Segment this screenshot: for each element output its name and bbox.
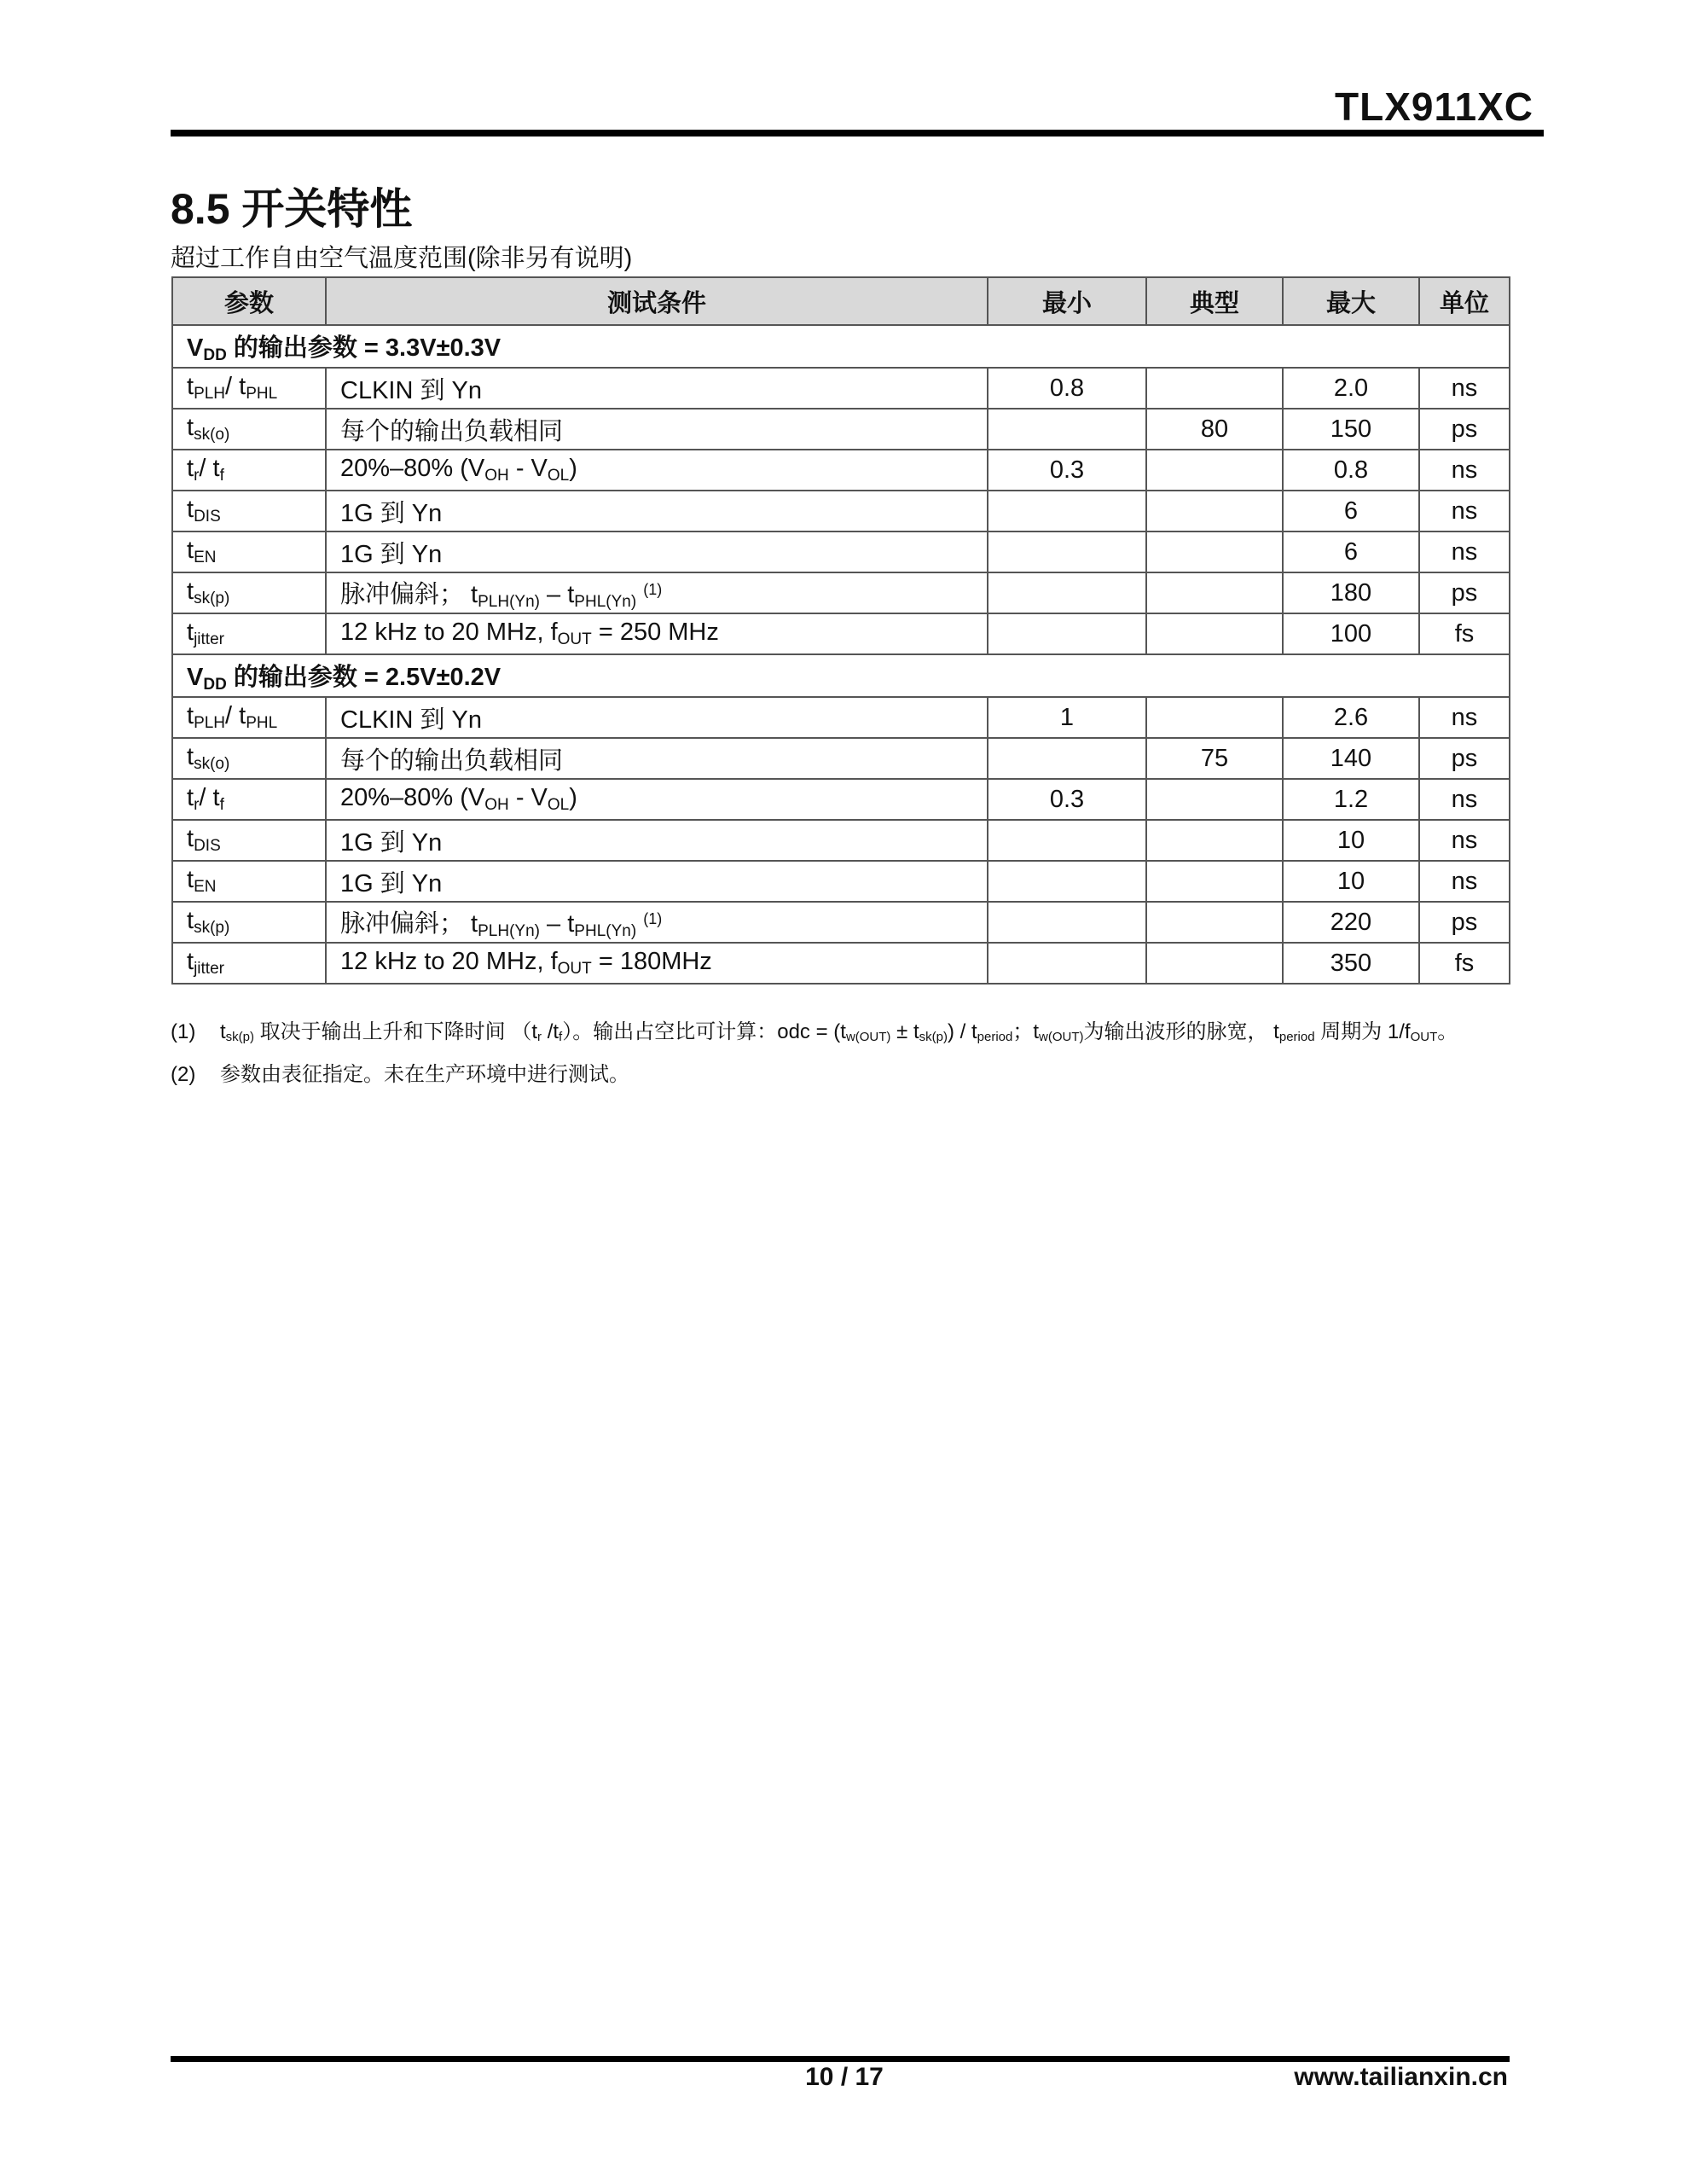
typ-cell bbox=[1146, 861, 1283, 902]
unit-cell: ns bbox=[1419, 368, 1510, 409]
footnotes bbox=[171, 1014, 1510, 1094]
typ-cell bbox=[1146, 572, 1283, 613]
typ-cell bbox=[1146, 779, 1283, 820]
header-typ: 典型 bbox=[1146, 277, 1283, 325]
unit-cell: ns bbox=[1419, 697, 1510, 738]
condition-cell: 脉冲偏斜； tPLH(Yn) – tPHL(Yn) $^{(1)}$ bbox=[326, 572, 988, 613]
min-cell bbox=[988, 861, 1146, 902]
table-row bbox=[172, 943, 1510, 984]
switching-characteristics-table bbox=[171, 276, 1510, 985]
param-cell: tsk(o) bbox=[172, 738, 326, 779]
table-row bbox=[172, 820, 1510, 861]
table-row bbox=[172, 902, 1510, 943]
param-cell: tPLH/ tPHL bbox=[172, 368, 326, 409]
max-cell: 2.0 bbox=[1283, 368, 1419, 409]
condition-cell: CLKIN 到 Yn bbox=[326, 697, 988, 738]
footer-rule bbox=[171, 2056, 1510, 2062]
header-unit: 单位 bbox=[1419, 277, 1510, 325]
condition-cell: 20%–80% (VOH - VOL) bbox=[326, 450, 988, 491]
table-row bbox=[172, 738, 1510, 779]
max-cell: 100 bbox=[1283, 613, 1419, 654]
min-cell: 0.3 bbox=[988, 779, 1146, 820]
typ-cell bbox=[1146, 820, 1283, 861]
typ-cell: 80 bbox=[1146, 409, 1283, 450]
header-min: 最小 bbox=[988, 277, 1146, 325]
table-row bbox=[172, 572, 1510, 613]
max-cell: 10 bbox=[1283, 861, 1419, 902]
group-title: VDD 的输出参数 = 3.3V±0.3V bbox=[172, 325, 1510, 368]
param-cell: tjitter bbox=[172, 613, 326, 654]
typ-cell bbox=[1146, 450, 1283, 491]
max-cell: 220 bbox=[1283, 902, 1419, 943]
unit-cell: fs bbox=[1419, 943, 1510, 984]
min-cell: 1 bbox=[988, 697, 1146, 738]
min-cell bbox=[988, 738, 1146, 779]
table-caption: 超过工作自由空气温度范围(除非另有说明) bbox=[171, 245, 633, 272]
unit-cell: ns bbox=[1419, 861, 1510, 902]
param-cell: tPLH/ tPHL bbox=[172, 697, 326, 738]
condition-cell: 12 kHz to 20 MHz, fOUT = 180MHz bbox=[326, 943, 988, 984]
footnote-key: (1) bbox=[171, 1020, 196, 1043]
page-number: 10 / 17 bbox=[805, 2063, 884, 2091]
param-cell: tDIS bbox=[172, 491, 326, 531]
unit-cell: ns bbox=[1419, 450, 1510, 491]
condition-cell: 脉冲偏斜； tPLH(Yn) – tPHL(Yn) $^{(1)}$ bbox=[326, 902, 988, 943]
param-cell: tjitter bbox=[172, 943, 326, 984]
max-cell: 10 bbox=[1283, 820, 1419, 861]
param-cell: tDIS bbox=[172, 820, 326, 861]
max-cell: 0.8 bbox=[1283, 450, 1419, 491]
param-cell: tsk(p) bbox=[172, 902, 326, 943]
max-cell: 6 bbox=[1283, 531, 1419, 572]
typ-cell bbox=[1146, 697, 1283, 738]
min-cell bbox=[988, 820, 1146, 861]
typ-cell bbox=[1146, 902, 1283, 943]
condition-cell: CLKIN 到 Yn bbox=[326, 368, 988, 409]
condition-cell: 每个的输出负载相同 bbox=[326, 738, 988, 779]
min-cell bbox=[988, 531, 1146, 572]
condition-cell: 1G 到 Yn bbox=[326, 531, 988, 572]
param-cell: tsk(o) bbox=[172, 409, 326, 450]
footnote-key: (2) bbox=[171, 1063, 196, 1086]
table-row bbox=[172, 697, 1510, 738]
min-cell bbox=[988, 613, 1146, 654]
min-cell: 0.8 bbox=[988, 368, 1146, 409]
typ-cell: 75 bbox=[1146, 738, 1283, 779]
document-code: TLX911XC bbox=[1335, 84, 1533, 129]
table-row bbox=[172, 531, 1510, 572]
condition-cell: 1G 到 Yn bbox=[326, 861, 988, 902]
max-cell: 180 bbox=[1283, 572, 1419, 613]
section-title: 8.5 开关特性 bbox=[171, 185, 413, 233]
param-cell: tr/ tf bbox=[172, 779, 326, 820]
typ-cell bbox=[1146, 943, 1283, 984]
max-cell: 140 bbox=[1283, 738, 1419, 779]
group-title: VDD 的输出参数 = 2.5V±0.2V bbox=[172, 654, 1510, 697]
table-row bbox=[172, 779, 1510, 820]
condition-cell: 1G 到 Yn bbox=[326, 820, 988, 861]
param-cell: tsk(p) bbox=[172, 572, 326, 613]
min-cell bbox=[988, 572, 1146, 613]
table-row bbox=[172, 450, 1510, 491]
max-cell: 1.2 bbox=[1283, 779, 1419, 820]
min-cell: 0.3 bbox=[988, 450, 1146, 491]
header-test-condition: 测试条件 bbox=[326, 277, 988, 325]
min-cell bbox=[988, 409, 1146, 450]
param-cell: tEN bbox=[172, 531, 326, 572]
max-cell: 6 bbox=[1283, 491, 1419, 531]
group-row-2v5 bbox=[172, 654, 1510, 697]
param-cell: tEN bbox=[172, 861, 326, 902]
unit-cell: ps bbox=[1419, 902, 1510, 943]
website-link[interactable]: www.tailianxin.cn bbox=[1294, 2063, 1508, 2091]
unit-cell: ns bbox=[1419, 820, 1510, 861]
group-row-3v3 bbox=[172, 325, 1510, 368]
footnote-1: (1) tsk(p) 取决于输出上升和下降时间 （tr /tf）。输出占空比可计算：odc = (tw(OUT) ± tsk(p)) / tperiod；tw(OUT)为输出波形的脉宽， tperiod 周期为 1/fOUT。 bbox=[171, 1014, 1510, 1056]
header-parameter: 参数 bbox=[172, 277, 326, 325]
table-row bbox=[172, 409, 1510, 450]
header-rule bbox=[171, 130, 1544, 136]
typ-cell bbox=[1146, 368, 1283, 409]
typ-cell bbox=[1146, 491, 1283, 531]
unit-cell: ns bbox=[1419, 531, 1510, 572]
min-cell bbox=[988, 943, 1146, 984]
min-cell bbox=[988, 491, 1146, 531]
unit-cell: ps bbox=[1419, 738, 1510, 779]
condition-cell: 每个的输出负载相同 bbox=[326, 409, 988, 450]
max-cell: 150 bbox=[1283, 409, 1419, 450]
max-cell: 350 bbox=[1283, 943, 1419, 984]
typ-cell bbox=[1146, 531, 1283, 572]
unit-cell: ps bbox=[1419, 572, 1510, 613]
condition-cell: 20%–80% (VOH - VOL) bbox=[326, 779, 988, 820]
header-max: 最大 bbox=[1283, 277, 1419, 325]
table-header-row bbox=[172, 277, 1510, 325]
table-row bbox=[172, 613, 1510, 654]
typ-cell bbox=[1146, 613, 1283, 654]
table-row bbox=[172, 861, 1510, 902]
unit-cell: ns bbox=[1419, 779, 1510, 820]
max-cell: 2.6 bbox=[1283, 697, 1419, 738]
condition-cell: 12 kHz to 20 MHz, fOUT = 250 MHz bbox=[326, 613, 988, 654]
table-row bbox=[172, 368, 1510, 409]
footnote-2: (2) 参数由表征指定。未在生产环境中进行测试。 bbox=[171, 1056, 1510, 1094]
table-row bbox=[172, 491, 1510, 531]
min-cell bbox=[988, 902, 1146, 943]
condition-cell: 1G 到 Yn bbox=[326, 491, 988, 531]
unit-cell: ns bbox=[1419, 491, 1510, 531]
unit-cell: ps bbox=[1419, 409, 1510, 450]
param-cell: tr/ tf bbox=[172, 450, 326, 491]
unit-cell: fs bbox=[1419, 613, 1510, 654]
